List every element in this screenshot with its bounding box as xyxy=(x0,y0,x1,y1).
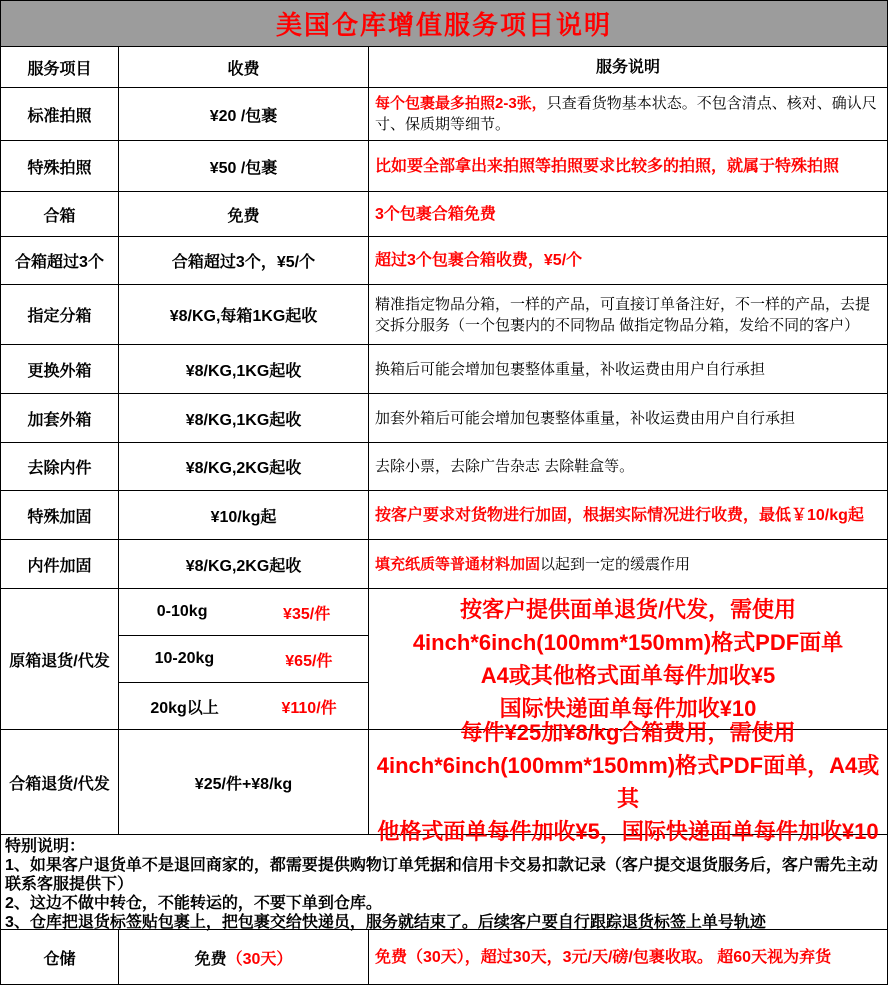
desc-cell xyxy=(369,720,887,844)
item-label: 加套外箱 xyxy=(1,394,119,442)
item-label: 标准拍照 xyxy=(1,88,119,140)
desc-cell xyxy=(369,491,887,539)
fee-tier-row xyxy=(119,683,368,729)
fee-tier-row xyxy=(119,636,368,683)
notes-heading: 特别说明： xyxy=(5,838,86,855)
fee-value: ¥8/KG,每箱1KG起收 xyxy=(119,285,369,344)
desc-line: 每件¥25加¥8/kg合箱费用，需使用 xyxy=(460,720,796,745)
table-row-split-box xyxy=(1,285,887,345)
desc-cell xyxy=(369,192,887,236)
item-label: 去除内件 xyxy=(1,443,119,490)
item-label: 特殊拍照 xyxy=(1,141,119,191)
item-label: 指定分箱 xyxy=(1,285,119,344)
desc-text: 超过3个包裹合箱收费，¥5/个 xyxy=(375,252,583,269)
desc-cell xyxy=(369,141,887,191)
item-label: 合箱退货/代发 xyxy=(1,730,119,834)
fee-value: ¥50 /包裹 xyxy=(119,141,369,191)
item-label: 特殊加固 xyxy=(1,491,119,539)
table-row-outer-box xyxy=(1,394,887,443)
desc-line: 他格式面单每件加收¥5，国际快递面单每件加收¥10 xyxy=(377,819,879,844)
header-fee: 收费 xyxy=(119,47,369,87)
desc-cell xyxy=(369,540,887,588)
page-title: 美国仓库增值服务项目说明 xyxy=(275,10,612,40)
header-service-desc: 服务说明 xyxy=(595,58,660,76)
item-label: 内件加固 xyxy=(1,540,119,588)
table-row-special-photo xyxy=(1,141,887,192)
notes-line: 3、仓库把退货标签贴包裹上，把包裹交给快递员，服务就结束了。后续客户要自行跟踪退货标签上单号轨迹 xyxy=(5,914,766,931)
desc-line: A4或其他格式面单每件加收¥5 xyxy=(480,663,776,688)
desc-red-part: 每个包裹最多拍照2-3张， xyxy=(375,95,547,112)
notes-line: 2、这边不做中转仓，不能转运的，不要下单到仓库。 xyxy=(5,895,382,912)
desc-red-part: 填充纸质等普通材料加固 xyxy=(375,555,541,573)
fee-value: ¥10/kg起 xyxy=(119,491,369,539)
desc-black-part: 只查看货物基本状态。不包含清点、核对、确认尺寸、保质期等细节。 xyxy=(375,95,877,133)
table-row-combine-return xyxy=(1,720,887,844)
table-row-combine-over3 xyxy=(1,237,887,285)
desc-text xyxy=(375,554,690,575)
desc-cell xyxy=(369,345,887,393)
desc-cell xyxy=(369,443,887,490)
desc-cell xyxy=(369,394,887,442)
item-label: 原箱退货/代发 xyxy=(1,589,119,729)
table-title-row xyxy=(1,1,887,47)
desc-cell xyxy=(369,88,887,140)
desc-line: 国际快递面单每件加收¥10 xyxy=(499,696,757,721)
desc-black-part: 以起到一定的缓震作用 xyxy=(540,555,691,573)
desc-text: 免费（30天），超过30天，3元/天/磅/包裹收取。 超60天视为弃货 xyxy=(375,948,832,966)
fee-value: ¥8/KG,2KG起收 xyxy=(119,540,369,588)
table-row-original-return xyxy=(1,589,887,730)
fee-value: ¥20 /包裹 xyxy=(119,88,369,140)
table-row-remove-inner xyxy=(1,443,887,491)
table-header-row xyxy=(1,47,887,88)
desc-cell xyxy=(369,237,887,284)
fee-black-part: 免费 xyxy=(194,950,227,968)
table-row-special-reinforce xyxy=(1,491,887,540)
desc-line: 4inch*6inch(100mm*150mm)格式PDF面单，A4或其 xyxy=(376,753,880,811)
fee-value: ¥8/KG,1KG起收 xyxy=(119,345,369,393)
desc-text: 换箱后可能会增加包裹整体重量，补收运费由用户自行承担 xyxy=(375,360,766,378)
desc-text: 加套外箱后可能会增加包裹整体重量，补收运费由用户自行承担 xyxy=(375,409,796,427)
desc-text: 精准指定物品分箱，一样的产品，可直接订单备注好，不一样的产品，去提交拆分服务（一个包裹内的不同物品 做指定物品分箱，发给不同的客户） xyxy=(375,295,871,334)
fee-value: ¥8/KG,1KG起收 xyxy=(119,394,369,442)
item-label: 更换外箱 xyxy=(1,345,119,393)
fee-tier-cell xyxy=(119,589,369,729)
fee-red-part: （30天） xyxy=(226,950,293,968)
item-label: 仓储 xyxy=(1,930,119,984)
item-label: 合箱 xyxy=(1,192,119,236)
table-row-replace-box xyxy=(1,345,887,394)
fee-value: 免费 xyxy=(119,192,369,236)
tier-weight: 0-10kg xyxy=(156,603,208,620)
desc-cell xyxy=(369,285,887,344)
tier-price: ¥65/件 xyxy=(285,652,333,670)
table-row-combine xyxy=(1,192,887,237)
fee-value: 合箱超过3个，¥5/个 xyxy=(119,237,369,284)
desc-cell xyxy=(369,930,887,984)
table-row-storage xyxy=(1,930,887,984)
header-service-item: 服务项目 xyxy=(1,47,119,87)
fee-tier-row xyxy=(119,589,368,636)
desc-text: 比如要全部拿出来拍照等拍照要求比较多的拍照，就属于特殊拍照 xyxy=(375,157,840,175)
table-row-standard-photo xyxy=(1,88,887,141)
desc-line: 按客户提供面单退货/代发，需使用 xyxy=(459,597,797,622)
tier-price: ¥110/件 xyxy=(281,699,337,717)
special-notes-section xyxy=(1,835,887,930)
notes-line: 1、如果客户退货单不是退回商家的，都需要提供购物订单凭据和信用卡交易扣款记录（客户提交退货服务后，客户需先主动联系客服提供下） xyxy=(5,857,878,893)
tier-price: ¥35/件 xyxy=(283,605,331,623)
desc-cell xyxy=(369,589,887,729)
fee-value: ¥8/KG,2KG起收 xyxy=(119,443,369,490)
table-row-inner-reinforce xyxy=(1,540,887,589)
desc-line: 4inch*6inch(100mm*150mm)格式PDF面单 xyxy=(412,630,844,655)
desc-text: 去除小票，去除广告杂志 去除鞋盒等。 xyxy=(375,458,635,475)
desc-text: 按客户要求对货物进行加固，根据实际情况进行收费，最低￥10/kg起 xyxy=(375,506,864,524)
fee-value: ¥25/件+¥8/kg xyxy=(119,730,369,834)
fee-value xyxy=(119,930,369,984)
tier-weight: 10-20kg xyxy=(154,650,215,667)
desc-text: 3个包裹合箱免费 xyxy=(375,205,496,223)
desc-text xyxy=(375,93,881,135)
item-label: 合箱超过3个 xyxy=(1,237,119,284)
tier-weight: 20kg以上 xyxy=(150,699,219,717)
